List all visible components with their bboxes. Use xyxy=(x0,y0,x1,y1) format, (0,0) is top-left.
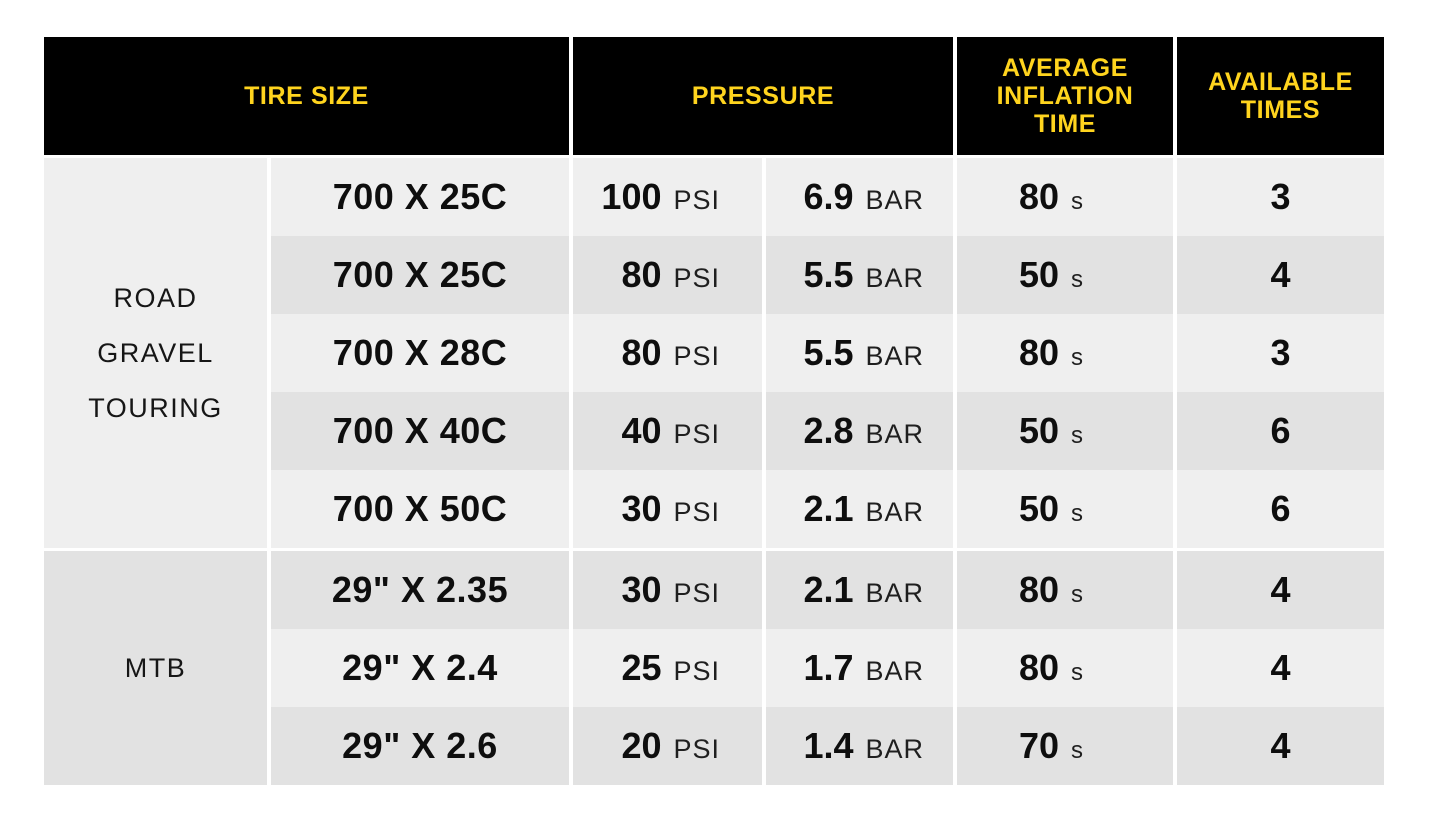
time-cell xyxy=(957,392,1173,470)
available-times-value: 4 xyxy=(1270,725,1291,766)
psi-value: 80 xyxy=(621,254,662,295)
bar-unit: BAR xyxy=(865,185,925,215)
time-cell xyxy=(957,707,1173,785)
bar-cell xyxy=(766,551,953,629)
group-label-mtb: MTB xyxy=(124,652,187,683)
time-unit: s xyxy=(1071,659,1084,686)
time-unit: s xyxy=(1071,422,1084,449)
bar-cell xyxy=(766,392,953,470)
tire-size-column xyxy=(271,158,569,785)
tire-size-cell xyxy=(271,158,569,236)
bar-cell xyxy=(766,470,953,548)
psi-cell xyxy=(573,236,762,314)
group-label-gravel: GRAVEL xyxy=(97,337,214,368)
time-value: 50 xyxy=(1018,410,1059,451)
bar-value: 2.1 xyxy=(803,569,854,610)
available-times-value: 6 xyxy=(1270,488,1291,529)
time-value: 80 xyxy=(1018,569,1059,610)
bar-unit: BAR xyxy=(865,341,925,371)
tire-size-value: 700 X 28C xyxy=(332,332,508,373)
available-times-cell xyxy=(1177,314,1384,392)
bar-unit: BAR xyxy=(865,263,925,293)
header-available-times: AVAILABLE TIMES xyxy=(1177,37,1384,155)
available-times-cell xyxy=(1177,392,1384,470)
psi-cell xyxy=(573,629,762,707)
bar-cell xyxy=(766,314,953,392)
tire-size-cell xyxy=(271,629,569,707)
psi-value: 30 xyxy=(621,488,662,529)
psi-cell xyxy=(573,158,762,236)
time-cell xyxy=(957,470,1173,548)
available-times-cell xyxy=(1177,470,1384,548)
tire-size-value: 700 X 25C xyxy=(332,254,508,295)
time-cell xyxy=(957,236,1173,314)
bar-cell xyxy=(766,158,953,236)
time-cell xyxy=(957,158,1173,236)
time-unit: s xyxy=(1071,581,1084,608)
bar-unit: BAR xyxy=(865,419,925,449)
tire-size-value: 700 X 25C xyxy=(332,176,508,217)
bar-value: 1.7 xyxy=(803,647,854,688)
time-unit: s xyxy=(1071,266,1084,293)
header-inflation-time: AVERAGE INFLATION TIME xyxy=(957,37,1173,155)
time-unit: s xyxy=(1071,344,1084,371)
bar-value: 5.5 xyxy=(803,332,854,373)
tire-size-value: 29" X 2.6 xyxy=(342,725,498,766)
group-road-gravel-touring xyxy=(44,158,267,548)
bar-unit: BAR xyxy=(865,578,925,608)
tire-size-value: 29" X 2.4 xyxy=(342,647,498,688)
available-times-value: 4 xyxy=(1270,254,1291,295)
psi-unit: PSI xyxy=(673,419,721,449)
psi-cell xyxy=(573,551,762,629)
psi-cell xyxy=(573,314,762,392)
psi-cell xyxy=(573,707,762,785)
header-tire-size: TIRE SIZE xyxy=(44,37,569,155)
available-times-cell xyxy=(1177,707,1384,785)
time-unit: s xyxy=(1071,500,1084,527)
available-times-value: 3 xyxy=(1270,332,1291,373)
psi-value: 100 xyxy=(601,176,662,217)
psi-unit: PSI xyxy=(673,656,721,686)
available-times-cell xyxy=(1177,551,1384,629)
tire-size-cell xyxy=(271,551,569,629)
tire-size-cell xyxy=(271,470,569,548)
group-mtb xyxy=(44,551,267,785)
time-value: 50 xyxy=(1018,254,1059,295)
time-value: 80 xyxy=(1018,647,1059,688)
table-header-row xyxy=(44,37,1384,155)
tire-size-value: 29" X 2.35 xyxy=(331,569,509,610)
bar-unit: BAR xyxy=(865,656,925,686)
psi-value: 25 xyxy=(621,647,662,688)
group-label-touring: TOURING xyxy=(88,392,223,423)
tire-size-cell xyxy=(271,392,569,470)
available-times-value: 3 xyxy=(1270,176,1291,217)
psi-unit: PSI xyxy=(673,263,721,293)
category-column xyxy=(44,158,267,785)
bar-unit: BAR xyxy=(865,497,925,527)
bar-value: 2.8 xyxy=(803,410,854,451)
group-label-road: ROAD xyxy=(113,282,198,313)
bar-cell xyxy=(766,629,953,707)
available-times-cell xyxy=(1177,158,1384,236)
bar-value: 1.4 xyxy=(803,725,854,766)
psi-value: 20 xyxy=(621,725,662,766)
psi-unit: PSI xyxy=(673,341,721,371)
bar-value: 2.1 xyxy=(803,488,854,529)
time-value: 80 xyxy=(1018,332,1059,373)
bar-cell xyxy=(766,707,953,785)
bar-value: 6.9 xyxy=(803,176,854,217)
available-times-value: 4 xyxy=(1270,569,1291,610)
available-times-column xyxy=(1177,158,1384,785)
time-value: 50 xyxy=(1018,488,1059,529)
available-times-cell xyxy=(1177,629,1384,707)
time-cell xyxy=(957,314,1173,392)
psi-cell xyxy=(573,470,762,548)
time-value: 80 xyxy=(1018,176,1059,217)
bar-cell xyxy=(766,236,953,314)
inflation-time-column xyxy=(957,158,1173,785)
available-times-value: 4 xyxy=(1270,647,1291,688)
psi-unit: PSI xyxy=(673,497,721,527)
pressure-bar-column xyxy=(766,158,953,785)
tire-size-value: 700 X 40C xyxy=(332,410,508,451)
time-unit: s xyxy=(1071,737,1084,764)
psi-value: 80 xyxy=(621,332,662,373)
psi-value: 40 xyxy=(621,410,662,451)
tire-size-cell xyxy=(271,236,569,314)
tire-size-cell xyxy=(271,314,569,392)
time-unit: s xyxy=(1071,188,1084,215)
time-value: 70 xyxy=(1018,725,1059,766)
psi-unit: PSI xyxy=(673,578,721,608)
header-pressure: PRESSURE xyxy=(573,37,953,155)
tire-size-cell xyxy=(271,707,569,785)
available-times-cell xyxy=(1177,236,1384,314)
psi-unit: PSI xyxy=(673,734,721,764)
psi-cell xyxy=(573,392,762,470)
pressure-psi-column xyxy=(573,158,762,785)
time-cell xyxy=(957,551,1173,629)
bar-value: 5.5 xyxy=(803,254,854,295)
tire-pressure-spec-table xyxy=(44,37,1384,785)
available-times-value: 6 xyxy=(1270,410,1291,451)
psi-unit: PSI xyxy=(673,185,721,215)
tire-size-value: 700 X 50C xyxy=(332,488,508,529)
bar-unit: BAR xyxy=(865,734,925,764)
psi-value: 30 xyxy=(621,569,662,610)
time-cell xyxy=(957,629,1173,707)
table-body xyxy=(44,158,1384,785)
